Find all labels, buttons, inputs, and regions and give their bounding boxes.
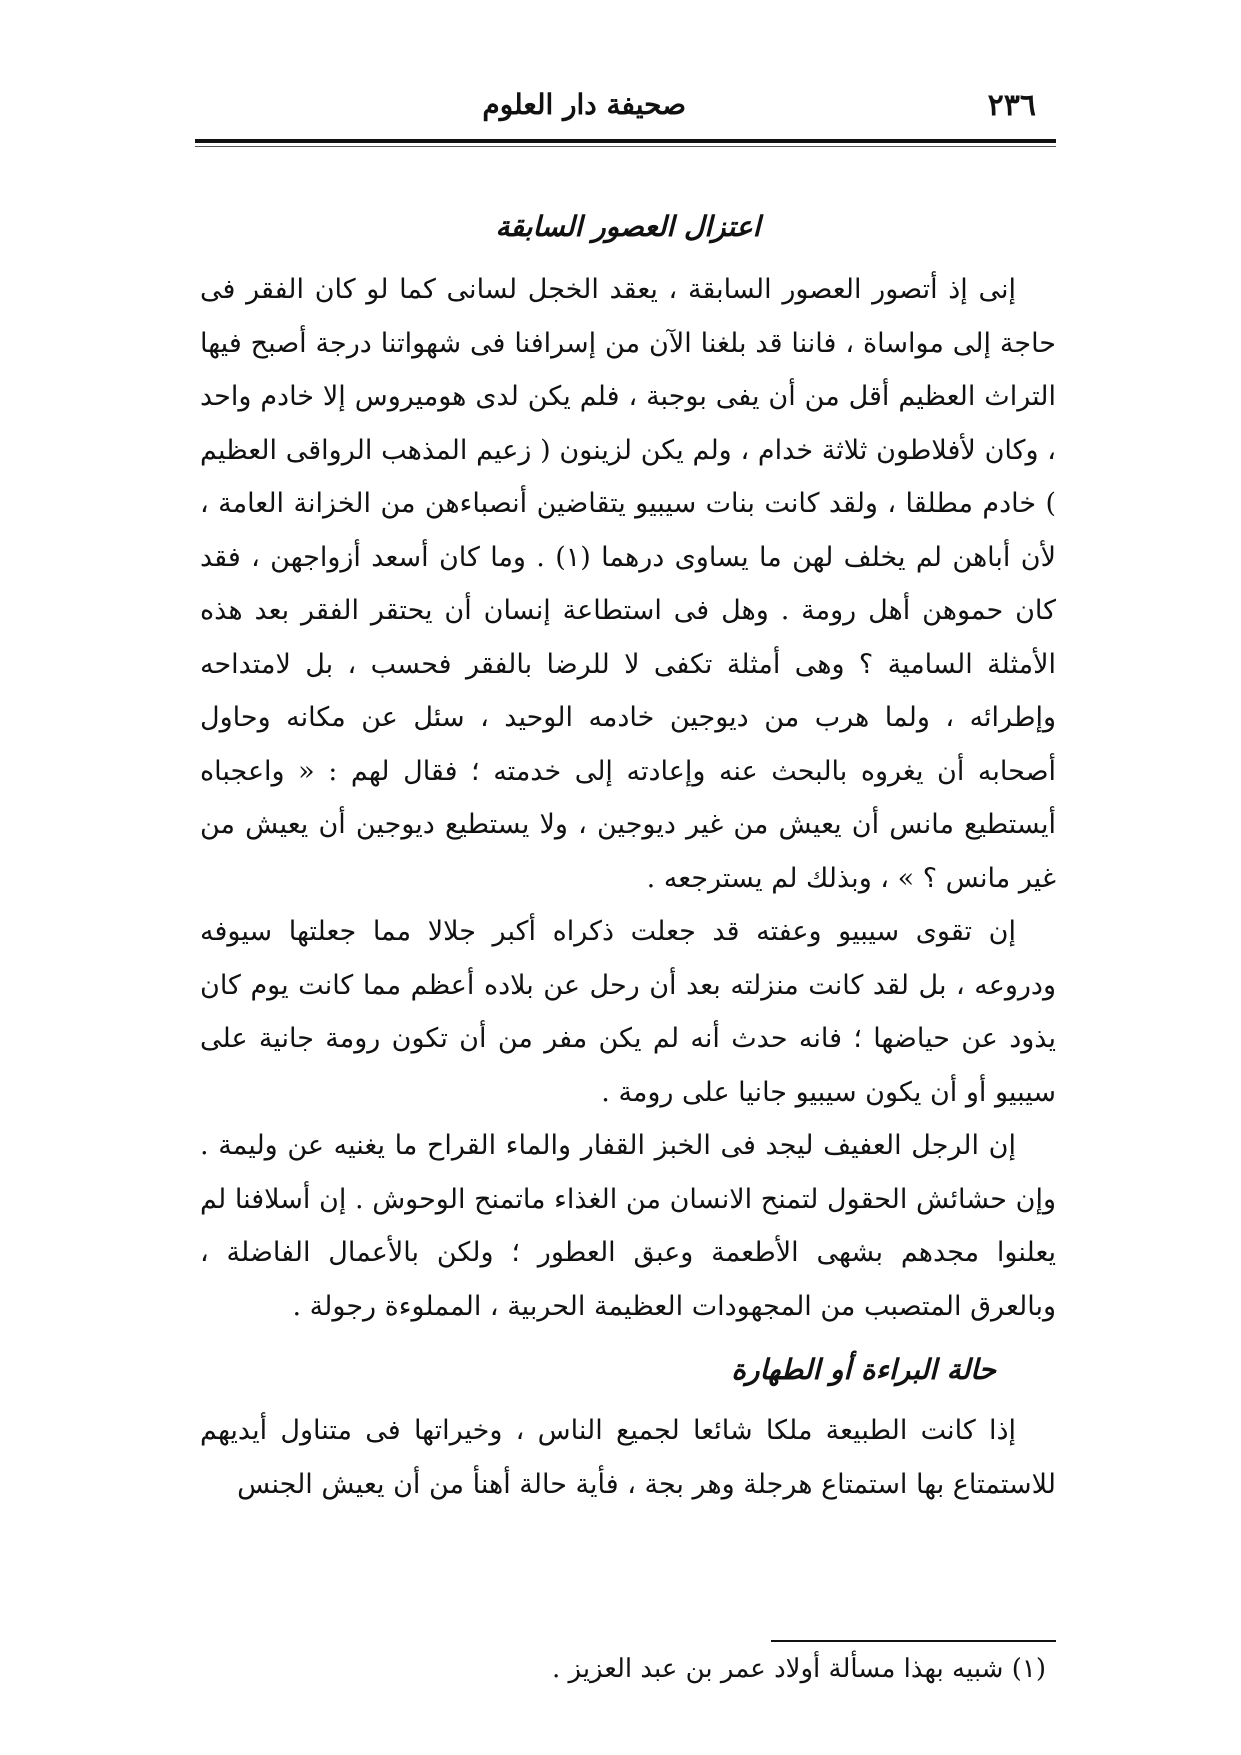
main-text — [200, 210, 1056, 1511]
page-header — [195, 88, 1056, 134]
header-rule — [195, 139, 1056, 143]
header-rule-thin — [195, 146, 1056, 147]
section-title: اعتزال العصور السابقة — [495, 210, 761, 243]
paragraph: إنى إذ أتصور العصور السابقة ، يعقد الخجل لسانى كما لو كان الفقر فى حاجة إلى مواساة ، فاننا قد بلغنا الآن من إسرافنا فى شهواتنا درجة أصبح فيها التراث العظيم أقل من أن يفى بوجبة ، فلم يكن لدى هوميروس إلا خادم واحد ، وكان لأفلاطون ثلاثة خدام ، ولم يكن لزينون ( زعيم المذهب الرواقى العظيم ) خادم مطلقا ، ولقد كانت بنات سيبيو يتقاضين أنصباءهن من الخزانة العامة ، لأن أباهن لم يخلف لهن ما يساوى درهما (١) . وما كان أسعد أزواجهن ، فقد كان حموهن أهل رومة . وهل فى استطاعة إنسان أن يحتقر الفقر بعد هذه الأمثلة السامية ؟ وهى أمثلة تكفى لا للرضا بالفقر فحسب ، بل لامتداحه وإطرائه ، ولما هرب من ديوجين خادمه الوحيد ، سئل عن مكانه وحاول أصحابه أن يغروه بالبحث عنه وإعادته إلى خدمته ؛ فقال لهم : « واعجباه أيستطيع مانس أن يعيش من غير ديوجين ، ولا يستطيع ديوجين أن يعيش من غير مانس ؟ » ، وبذلك لم يسترجعه . — [200, 274, 1057, 894]
footnote: (١) شبيه بهذا مسألة أولاد عمر بن عبد العزيز . — [551, 1654, 1046, 1684]
paragraph: إذا كانت الطبيعة ملكا شائعا لجميع الناس ، وخيراتها فى متناول أيديهم للاستمتاع بها استمتاع هرجلة وهر بجة ، فأية حالة أهنأ من أن يعيش الجنس — [200, 1415, 1056, 1500]
section-title: حالة البراءة أو الطهارة — [731, 1353, 996, 1386]
page-number: ٢٣٦ — [987, 88, 1036, 123]
footnote-rule — [771, 1640, 1056, 1642]
paragraph: إن تقوى سيبيو وعفته قد جعلت ذكراه أكبر جلالا مما جعلتها سيوفه ودروعه ، بل لقد كانت منزلته بعد أن رحل عن بلاده أعظم مما كانت يوم كان يذود عن حياضها ؛ فانه حدث أنه لم يكن مفر من أن تكون رومة جانية على سيبيو أو أن يكون سيبيو جانيا على رومة . — [200, 916, 1056, 1108]
running-title: صحيفة دار العلوم — [482, 88, 686, 121]
paragraph: إن الرجل العفيف ليجد فى الخبز القفار والماء القراح ما يغنيه عن وليمة . وإن حشائش الحقول لتمنح الانسان من الغذاء ماتمنح الوحوش . إن أسلافنا لم يعلنوا مجدهم بشهى الأطعمة وعبق العطور ؛ ولكن بالأعمال الفاضلة ، وبالعرق المتصبب من المجهودات العظيمة الحربية ، المملوءة رجولة . — [200, 1130, 1056, 1322]
